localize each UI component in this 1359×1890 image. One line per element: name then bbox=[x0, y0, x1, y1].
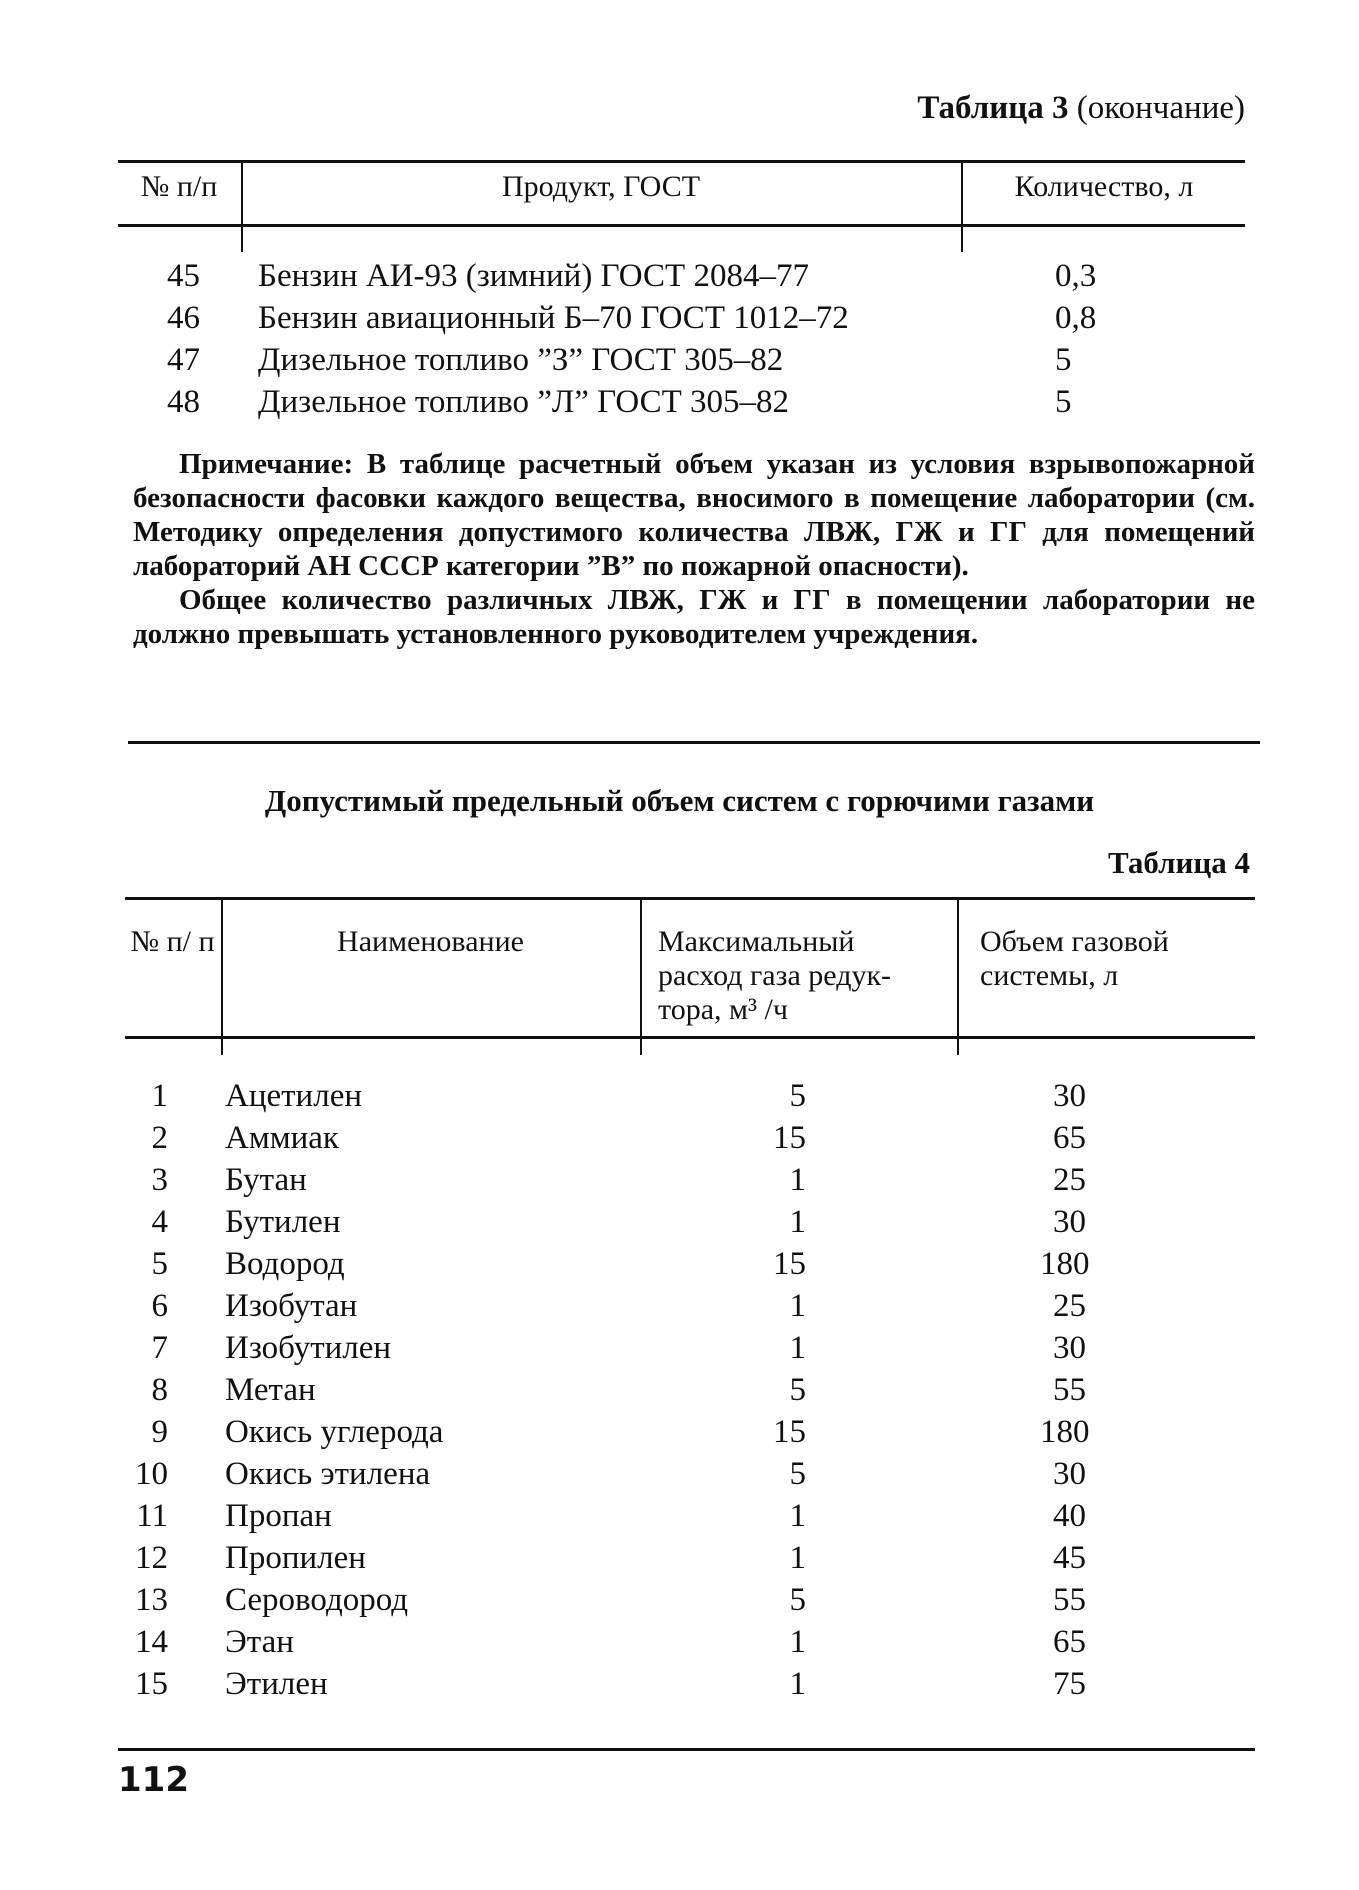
table4-cell-name: Метан bbox=[225, 1372, 316, 1408]
table4-col-divider-3 bbox=[957, 897, 959, 1055]
table4-cell-flow: 5 bbox=[789, 1078, 806, 1114]
table4-cell-flow: 15 bbox=[773, 1120, 806, 1156]
table3-header-rule bbox=[118, 224, 1245, 227]
table3-row bbox=[0, 342, 1359, 384]
table4-cell-volume: 30 bbox=[1053, 1204, 1086, 1240]
table3-cell-num: 45 bbox=[167, 258, 200, 294]
table3-cell-product: Дизельное топливо ”З” ГОСТ 305–82 bbox=[258, 342, 784, 378]
table3-cell-qty: 5 bbox=[1055, 384, 1072, 420]
table4-row bbox=[0, 1078, 1359, 1120]
table4-header-rule bbox=[125, 1036, 1255, 1039]
table3-top-rule bbox=[118, 160, 1245, 163]
table4-cell-flow: 1 bbox=[789, 1330, 806, 1366]
table3-cell-product: Дизельное топливо ”Л” ГОСТ 305–82 bbox=[258, 384, 790, 420]
table4-cell-name: Водород bbox=[225, 1246, 345, 1282]
table4-cell-volume: 25 bbox=[1053, 1162, 1086, 1198]
table3-cell-qty: 5 bbox=[1055, 342, 1072, 378]
table4-row bbox=[0, 1330, 1359, 1372]
table4-header-volume bbox=[980, 925, 1250, 993]
table3-title-label: Таблица 3 bbox=[917, 90, 1069, 126]
table3-row bbox=[0, 258, 1359, 300]
table4-cell-num: 14 bbox=[135, 1624, 168, 1660]
table4-cell-name: Сероводород bbox=[225, 1582, 409, 1618]
table4-cell-volume: 45 bbox=[1053, 1540, 1086, 1576]
table4-cell-flow: 15 bbox=[773, 1414, 806, 1450]
table4-row bbox=[0, 1498, 1359, 1540]
table4-cell-volume: 75 bbox=[1053, 1666, 1086, 1702]
table4-row bbox=[0, 1204, 1359, 1246]
table4-cell-num: 4 bbox=[151, 1204, 168, 1240]
table4-cell-num: 9 bbox=[151, 1414, 168, 1450]
table4-header-volume-line1: Объем газовой bbox=[980, 925, 1169, 958]
table4-cell-name: Бутан bbox=[225, 1162, 307, 1198]
table4-cell-name: Пропан bbox=[225, 1498, 332, 1534]
table3-title bbox=[0, 90, 1245, 127]
table3-cell-num: 47 bbox=[167, 342, 200, 378]
table4-cell-volume: 65 bbox=[1053, 1624, 1086, 1660]
table4-cell-volume: 180 bbox=[1040, 1414, 1090, 1450]
table4-row bbox=[0, 1372, 1359, 1414]
table3-cell-num: 48 bbox=[167, 384, 200, 420]
table4-header-flow bbox=[658, 925, 954, 1027]
table4-cell-flow: 5 bbox=[789, 1582, 806, 1618]
table4-row bbox=[0, 1540, 1359, 1582]
table4-cell-num: 6 bbox=[151, 1288, 168, 1324]
table4-row bbox=[0, 1162, 1359, 1204]
table4-row bbox=[0, 1666, 1359, 1708]
table4-row bbox=[0, 1456, 1359, 1498]
table4-header-num: № п/ п bbox=[130, 925, 215, 958]
section-divider bbox=[128, 741, 1260, 744]
table4-cell-num: 5 bbox=[151, 1246, 168, 1282]
table4-cell-volume: 40 bbox=[1053, 1498, 1086, 1534]
note-paragraph-2: Общее количество различных ЛВЖ, ГЖ и ГГ в помещении лаборатории не должно превышать установленного руководителем учреждения. bbox=[133, 584, 1255, 650]
table4-cell-flow: 5 bbox=[789, 1456, 806, 1492]
table4-cell-volume: 30 bbox=[1053, 1456, 1086, 1492]
table3-title-suffix: (окончание) bbox=[1076, 90, 1245, 126]
table4-cell-num: 13 bbox=[135, 1582, 168, 1618]
note-block bbox=[133, 447, 1255, 651]
table4-cell-num: 10 bbox=[135, 1456, 168, 1492]
table4-cell-name: Окись этилена bbox=[225, 1456, 431, 1492]
table4-cell-flow: 1 bbox=[789, 1666, 806, 1702]
table4-cell-volume: 180 bbox=[1040, 1246, 1090, 1282]
table4-cell-name: Изобутилен bbox=[225, 1330, 392, 1366]
table4-cell-volume: 30 bbox=[1053, 1078, 1086, 1114]
table4-cell-name: Этан bbox=[225, 1624, 294, 1660]
table4-col-divider-1 bbox=[221, 897, 223, 1055]
table4-cell-num: 7 bbox=[151, 1330, 168, 1366]
table4-cell-volume: 25 bbox=[1053, 1288, 1086, 1324]
table4-cell-flow: 1 bbox=[789, 1162, 806, 1198]
table4-header-flow-line1: Максимальный bbox=[658, 925, 855, 958]
table4-title: Таблица 4 bbox=[1108, 845, 1250, 880]
table3-header-qty: Количество, л bbox=[1014, 170, 1194, 203]
table3-row bbox=[0, 384, 1359, 426]
table4-cell-num: 15 bbox=[135, 1666, 168, 1702]
table4-row bbox=[0, 1624, 1359, 1666]
table4-row bbox=[0, 1582, 1359, 1624]
table4-cell-volume: 65 bbox=[1053, 1120, 1086, 1156]
table4-cell-flow: 1 bbox=[789, 1288, 806, 1324]
table4-cell-name: Изобутан bbox=[225, 1288, 358, 1324]
note-paragraph-1 bbox=[133, 447, 1255, 583]
table4-row bbox=[0, 1288, 1359, 1330]
table4-cell-flow: 1 bbox=[789, 1204, 806, 1240]
table4-col-divider-2 bbox=[640, 897, 642, 1055]
table4-cell-name: Ацетилен bbox=[225, 1078, 362, 1114]
table3-header-num: № п/п bbox=[140, 170, 218, 203]
table4-cell-flow: 5 bbox=[789, 1372, 806, 1408]
table4-cell-flow: 1 bbox=[789, 1540, 806, 1576]
note-text-1: В таблице расчетный объем указан из условия взрывопожарной безопасности фасовки каждого вещества, вносимого в помещение лаборатории (см. Методику определения допустимого количества ЛВЖ, ГЖ и ГГ для помещений лабораторий АН СССР категории ”В” по пожарной опасности). bbox=[133, 448, 1256, 582]
table4-cell-name: Пропилен bbox=[225, 1540, 366, 1576]
table4-top-rule bbox=[125, 897, 1255, 900]
table4-row bbox=[0, 1120, 1359, 1162]
table4-cell-num: 3 bbox=[151, 1162, 168, 1198]
table4-cell-num: 2 bbox=[151, 1120, 168, 1156]
table4-cell-volume: 30 bbox=[1053, 1330, 1086, 1366]
table3-cell-qty: 0,3 bbox=[1055, 258, 1097, 294]
table4-header-flow-line3: тора, м³ /ч bbox=[658, 993, 788, 1026]
table4-cell-volume: 55 bbox=[1053, 1582, 1086, 1618]
table4-row bbox=[0, 1246, 1359, 1288]
table4-header-volume-line2: системы, л bbox=[980, 959, 1119, 992]
table4-row bbox=[0, 1414, 1359, 1456]
table4-cell-name: Бутилен bbox=[225, 1204, 341, 1240]
footer-rule bbox=[118, 1748, 1255, 1751]
table4-cell-volume: 55 bbox=[1053, 1372, 1086, 1408]
page-number: 112 bbox=[118, 1760, 189, 1800]
table4-cell-num: 1 bbox=[151, 1078, 168, 1114]
table4-cell-num: 12 bbox=[135, 1540, 168, 1576]
table3-cell-qty: 0,8 bbox=[1055, 300, 1097, 336]
table3-cell-product: Бензин АИ-93 (зимний) ГОСТ 2084–77 bbox=[258, 258, 809, 294]
table3-row bbox=[0, 300, 1359, 342]
table4-cell-name: Окись углерода bbox=[225, 1414, 444, 1450]
table4-cell-name: Этилен bbox=[225, 1666, 328, 1702]
table4-cell-name: Аммиак bbox=[225, 1120, 339, 1156]
table3-header-product: Продукт, ГОСТ bbox=[501, 170, 701, 203]
table4-cell-num: 11 bbox=[136, 1498, 168, 1534]
table4-cell-num: 8 bbox=[151, 1372, 168, 1408]
table4-cell-flow: 15 bbox=[773, 1246, 806, 1282]
table3-cell-num: 46 bbox=[167, 300, 200, 336]
table4-heading: Допустимый предельный объем систем с горючими газами bbox=[264, 783, 1095, 818]
note-label: Примечание: bbox=[179, 448, 354, 480]
table4-header-name: Наименование bbox=[337, 925, 524, 958]
table4-cell-flow: 1 bbox=[789, 1498, 806, 1534]
table4-header-flow-line2: расход газа редук- bbox=[658, 959, 892, 992]
table4-cell-flow: 1 bbox=[789, 1624, 806, 1660]
table3-cell-product: Бензин авиационный Б–70 ГОСТ 1012–72 bbox=[258, 300, 849, 336]
